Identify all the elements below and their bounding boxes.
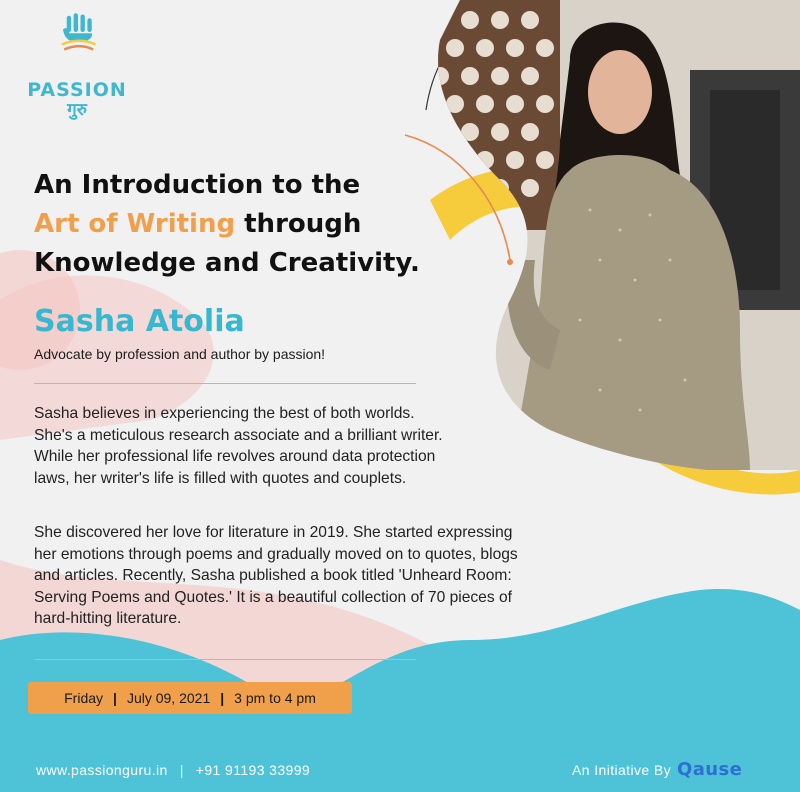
- headline-line-1: An Introduction to the: [34, 170, 361, 200]
- bio-line: She discovered her love for literature in 2019. She started expressing: [34, 524, 513, 541]
- event-day: Friday: [64, 690, 104, 706]
- brand-wordmark: [22, 80, 132, 120]
- bio-line: Serving Poems and Quotes.' It is a beautiful collection of 70 pieces of: [34, 588, 512, 606]
- footer-initiative: [572, 759, 742, 780]
- headline-accent: Art of Writing: [34, 209, 236, 239]
- footer-contact: [36, 762, 310, 778]
- headline-line-2-rest: through: [235, 209, 362, 239]
- qause-logo: Qause: [677, 759, 743, 780]
- divider-bottom: [34, 659, 416, 660]
- initiative-label: An Initiative By: [572, 762, 671, 778]
- separator: |: [113, 690, 117, 706]
- speaker-role: Advocate by profession and author by passion!: [34, 346, 326, 362]
- bio-line: laws, her writer's life is filled with quotes and couplets.: [34, 469, 407, 487]
- bio-line: and articles. Recently, Sasha published a book titled 'Unheard Room:: [34, 567, 512, 584]
- bio-line: Sasha believes in experiencing the best of both worlds.: [34, 405, 415, 422]
- event-schedule-badge: [28, 682, 352, 714]
- divider-top: [34, 383, 416, 384]
- separator: |: [220, 690, 225, 706]
- event-date: July 09, 2021: [126, 690, 211, 706]
- bio-line: her emotions through poems and gradually moved on to quotes, blogs: [34, 545, 518, 563]
- brand-name-hindi: गुरु: [67, 100, 87, 120]
- brand-name: PASSION: [27, 79, 127, 101]
- headline: [34, 166, 504, 283]
- bio-paragraph-1: [34, 403, 604, 489]
- passion-guru-logo: [30, 12, 126, 82]
- footer-separator: |: [179, 762, 184, 778]
- website-link[interactable]: www.passionguru.in: [36, 762, 168, 778]
- headline-line-2: [34, 205, 504, 244]
- event-time: 3 pm to 4 pm: [234, 690, 316, 706]
- headline-line-3: Knowledge and Creativity.: [34, 248, 420, 278]
- bio-line: hard-hitting literature.: [34, 610, 182, 627]
- speaker-name: Sasha Atolia: [34, 304, 245, 339]
- phone-number[interactable]: +91 91193 33999: [195, 762, 311, 778]
- bio-line: While her professional life revolves around data protection: [34, 448, 436, 465]
- bio-paragraph-2: [34, 522, 604, 630]
- bio-line: She's a meticulous research associate and a brilliant writer.: [34, 426, 443, 444]
